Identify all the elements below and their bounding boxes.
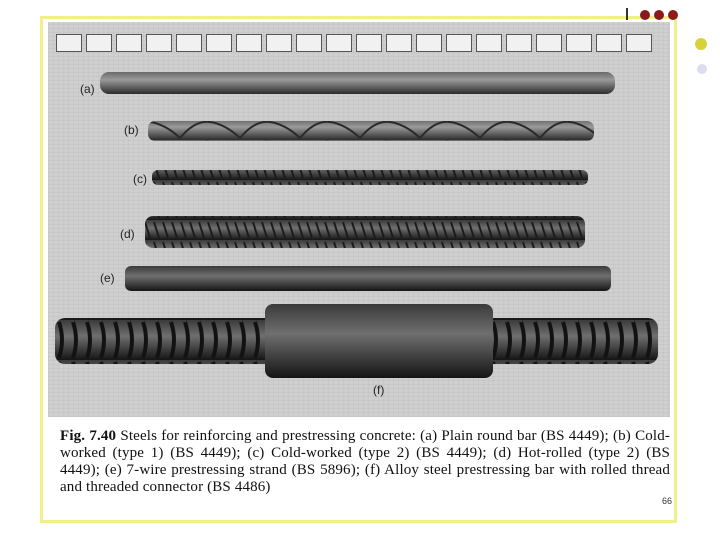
label-c: (c) [133,172,147,186]
bar-a-plain-round [100,72,615,94]
figure-number: Fig. 7.40 [60,428,117,444]
bar-f-connector [265,304,493,378]
label-f: (f) [373,383,385,397]
page-number: 66 [662,496,673,506]
figure-caption [60,428,670,496]
bar-d-hot-rolled [145,216,585,248]
label-e: (e) [100,271,115,285]
caption-text: Steels for reinforcing and prestressing concrete: (a) Plain round bar (BS 4449); (b) Cold-worked (type 1) (BS 4449); (c) Cold-worked (type 2) (BS 4449); (d) Hot-rolled (type 2) (BS 4449); (e) 7-wire prestressing strand (BS 5896); (f) Alloy steel prestressing bar with rolled thread and threaded connector (BS 4486) [60,428,671,495]
label-a: (a) [80,82,95,96]
bar-e-strand [125,266,611,291]
label-d: (d) [120,227,135,241]
bar-b-cold-worked-type1 [148,121,594,141]
label-b: (b) [124,123,139,137]
bar-c-cold-worked-type2 [152,170,588,185]
